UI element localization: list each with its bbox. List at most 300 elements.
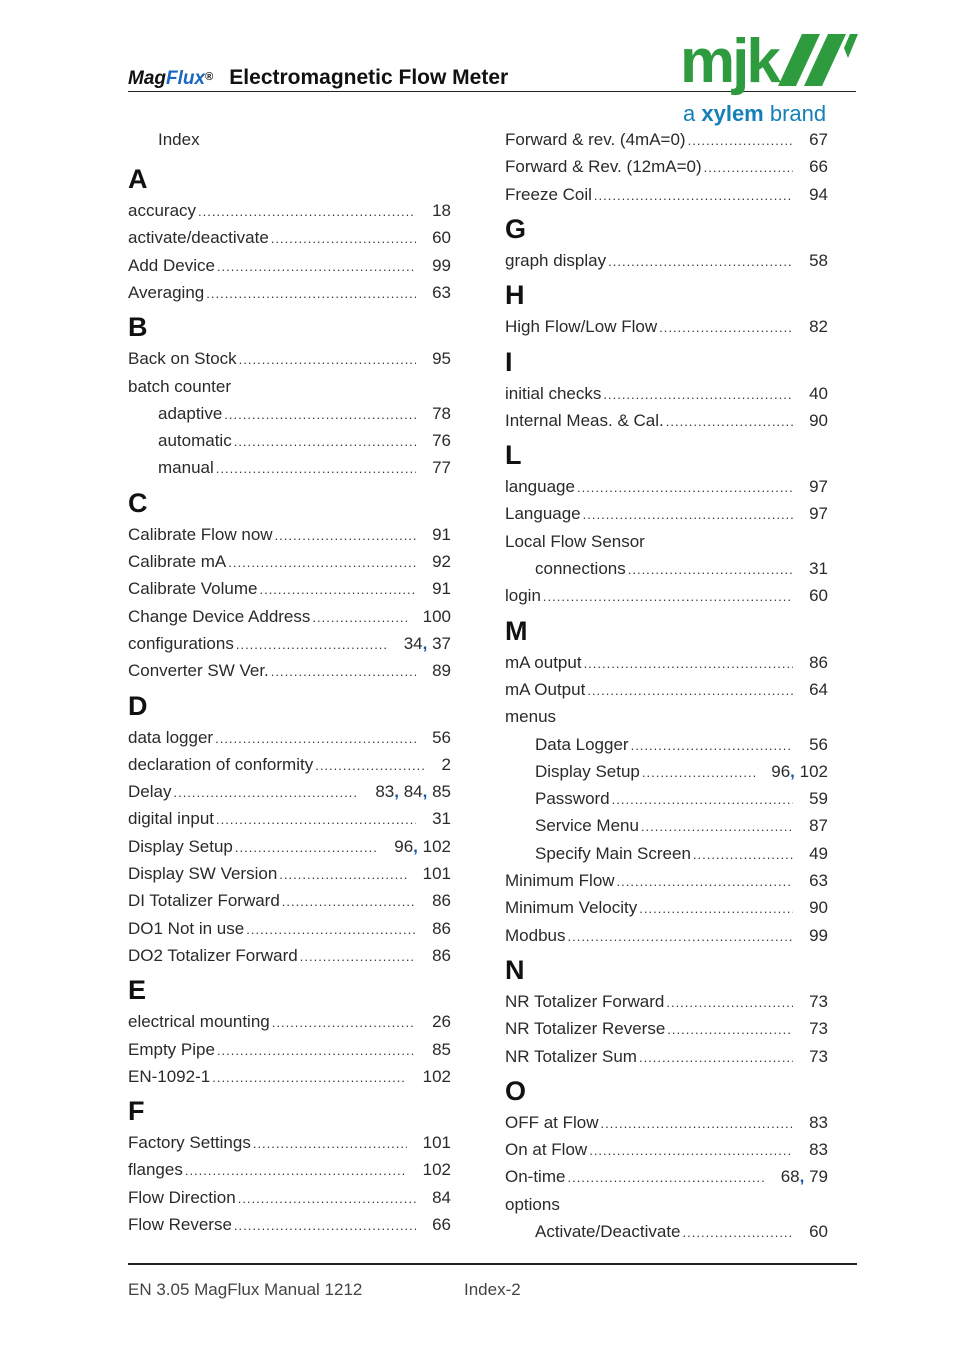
dot-leader (279, 863, 406, 887)
page-references (418, 1213, 451, 1237)
index-term: NR Totalizer Forward (505, 991, 665, 1011)
page-references (418, 1038, 451, 1062)
index-term: Minimum Velocity (505, 898, 638, 918)
index-term: Display Setup (128, 836, 233, 856)
page-number-link[interactable]: 97 (809, 504, 828, 524)
index-entry (128, 1158, 451, 1182)
page-separator: , (799, 1167, 810, 1187)
page-references (795, 382, 828, 406)
page-number-link[interactable]: 102 (422, 1160, 451, 1180)
page-number-link[interactable]: 102 (422, 836, 451, 856)
page-references (418, 523, 451, 547)
index-entry (128, 605, 451, 629)
index-term: Activate/Deactivate (535, 1222, 681, 1241)
index-group-label (505, 1193, 828, 1217)
dot-leader (589, 1139, 793, 1163)
dot-leader (583, 503, 793, 527)
page-references (795, 1111, 828, 1135)
page-number-link[interactable]: 77 (432, 458, 451, 478)
page-number-link[interactable]: 56 (809, 734, 828, 754)
index-entry (128, 753, 451, 777)
xylem-prefix: a (683, 101, 702, 126)
index-entry (128, 226, 451, 250)
dot-leader (628, 558, 793, 582)
index-entry (505, 502, 828, 526)
dot-leader (577, 476, 793, 500)
page-references (795, 1220, 828, 1244)
index-letter-heading: F (128, 1096, 145, 1127)
page-number-link[interactable]: 102 (422, 1066, 451, 1086)
index-term: Flow Reverse (128, 1215, 232, 1234)
index-term: Language (505, 504, 581, 524)
index-term: Freeze Coil (505, 184, 592, 204)
index-entry (505, 1111, 828, 1135)
dot-leader (639, 897, 793, 921)
index-term: flanges (128, 1160, 183, 1180)
page-number-link[interactable]: 90 (809, 898, 828, 918)
index-term: NR Totalizer Reverse (505, 1019, 666, 1039)
dot-leader (271, 660, 416, 684)
index-entry (128, 835, 451, 859)
page-number-link[interactable]: 85 (432, 1039, 451, 1059)
index-term: Delay (128, 782, 172, 802)
index-entry (505, 1017, 828, 1041)
index-term: options (505, 1194, 560, 1214)
page-separator: , (422, 633, 433, 653)
index-term: graph display (505, 250, 607, 270)
dot-leader (642, 761, 755, 785)
dot-leader (631, 734, 794, 758)
page-references (418, 726, 451, 750)
page-references (361, 780, 451, 804)
index-entry (505, 183, 828, 207)
dot-leader (312, 606, 406, 630)
page-references (418, 1186, 451, 1210)
page-references (409, 862, 451, 886)
index-heading: Index (158, 130, 200, 149)
index-entry (505, 896, 828, 920)
index-entry (505, 924, 828, 948)
page-number-link[interactable]: 84 (403, 782, 423, 802)
index-term: declaration of conformity (128, 754, 314, 774)
page-number-link[interactable]: 84 (432, 1187, 451, 1207)
page-references (418, 807, 451, 831)
dot-leader (259, 578, 416, 602)
dot-leader (215, 727, 416, 751)
dot-leader (688, 129, 793, 153)
index-term: Change Device Address (128, 606, 311, 626)
index-term: Add Device (128, 255, 215, 275)
index-letter-heading: E (128, 975, 147, 1006)
page-number-link[interactable]: 96 (394, 836, 414, 856)
index-term: DO1 Not in use (128, 918, 245, 938)
page-number-link[interactable]: 94 (809, 184, 828, 204)
index-entry (158, 429, 451, 453)
index-term: connections (535, 559, 626, 578)
page-references (795, 1138, 828, 1162)
page-references (418, 199, 451, 223)
footer-manual-id: EN 3.05 MagFlux Manual 1212 (128, 1280, 363, 1299)
page-number-link[interactable]: 49 (809, 843, 828, 863)
dot-leader (315, 754, 425, 778)
page-number-link[interactable]: 86 (432, 945, 451, 965)
page-references (795, 249, 828, 273)
index-entry (128, 550, 451, 574)
page-number-link[interactable]: 68 (780, 1167, 800, 1187)
page-references (795, 475, 828, 499)
dot-leader (235, 836, 378, 860)
page-number-link[interactable]: 73 (809, 1019, 828, 1039)
xylem-brand-name: xylem (701, 101, 764, 126)
dot-leader (173, 781, 359, 805)
page-references (380, 835, 451, 859)
dot-leader (246, 918, 416, 942)
index-term: Averaging (128, 282, 205, 302)
index-term: NR Totalizer Sum (505, 1046, 637, 1066)
page-number-link[interactable]: 26 (432, 1012, 451, 1032)
dot-leader (584, 652, 794, 676)
index-entry (505, 1165, 828, 1189)
index-entry (505, 475, 828, 499)
index-term: DO2 Totalizer Forward (128, 945, 298, 965)
index-term: High Flow/Low Flow (505, 317, 658, 337)
index-term: Service Menu (535, 816, 639, 836)
page-references (418, 577, 451, 601)
index-entry (505, 382, 828, 406)
page-number-link[interactable]: 31 (432, 809, 451, 829)
page-number-link[interactable]: 56 (432, 727, 451, 747)
page-references (418, 402, 451, 426)
index-entry (128, 1186, 451, 1210)
index-term: Forward & rev. (4mA=0) (505, 130, 686, 149)
page-references (418, 917, 451, 941)
page-number-link[interactable]: 101 (422, 1133, 451, 1153)
index-group-label (128, 375, 451, 399)
index-entry (128, 944, 451, 968)
index-letter-heading: B (128, 312, 148, 343)
index-entry (128, 780, 451, 804)
index-term: OFF at Flow (505, 1112, 599, 1132)
index-entry (128, 632, 451, 656)
index-term: Display SW Version (128, 864, 278, 883)
dot-leader (587, 679, 793, 703)
index-letter-heading: O (505, 1075, 527, 1106)
page-references (795, 842, 828, 866)
index-term: mA Output (505, 679, 586, 699)
page-number-link[interactable]: 67 (809, 130, 828, 149)
page-number-link[interactable]: 63 (432, 282, 451, 302)
page-references (795, 183, 828, 207)
dot-leader (217, 1039, 416, 1063)
dot-leader (659, 316, 793, 340)
index-entry (128, 807, 451, 831)
dot-leader (239, 348, 416, 372)
index-term: accuracy (128, 201, 197, 220)
index-entry (505, 315, 828, 339)
index-entry (505, 249, 828, 273)
page-number-link[interactable]: 64 (809, 679, 828, 699)
header-title-block (128, 64, 508, 92)
dot-leader (216, 808, 416, 832)
page-number-link[interactable]: 73 (809, 991, 828, 1011)
index-entry (128, 523, 451, 547)
page-references (795, 896, 828, 920)
page-number-link[interactable]: 58 (809, 250, 828, 270)
index-term: login (505, 586, 541, 606)
page-references (795, 502, 828, 526)
index-term: Calibrate Flow now (128, 524, 273, 544)
page-references (409, 1158, 451, 1182)
index-term: Calibrate mA (128, 552, 227, 571)
index-entry (505, 869, 828, 893)
index-entry (128, 726, 451, 750)
page-number-link[interactable]: 73 (809, 1046, 828, 1066)
page-number-link[interactable]: 102 (799, 761, 828, 781)
page-separator: , (394, 782, 404, 802)
page-number-link[interactable]: 86 (432, 918, 451, 938)
index-term: Flow Direction (128, 1187, 236, 1207)
index-letter-heading: N (505, 954, 525, 985)
dot-leader (603, 383, 793, 407)
page-references (795, 787, 828, 811)
page-number-link[interactable]: 100 (422, 606, 451, 626)
page-number-link[interactable]: 18 (432, 201, 451, 220)
page-references (418, 456, 451, 480)
dot-leader (300, 945, 416, 969)
page-references (795, 869, 828, 893)
index-letter-heading: D (128, 690, 148, 721)
dot-leader (198, 200, 416, 224)
xylem-suffix: brand (763, 101, 827, 126)
index-letter-heading: C (128, 487, 148, 518)
dot-leader (217, 255, 416, 279)
index-term: EN-1092-1 (128, 1066, 211, 1086)
xylem-brand-line (683, 100, 826, 128)
dot-leader (282, 890, 416, 914)
index-entry (128, 1010, 451, 1034)
brand-mag-text: Mag (128, 68, 166, 89)
page-number-link[interactable]: 79 (809, 1167, 828, 1187)
dot-leader (693, 843, 793, 867)
index-term: Specify Main Screen (535, 843, 691, 863)
page-number-link[interactable]: 78 (432, 403, 451, 423)
index-term: Back on Stock (128, 349, 237, 369)
page-references (795, 1017, 828, 1041)
dot-leader (212, 1066, 406, 1090)
index-entry (535, 557, 828, 581)
index-entry (505, 1045, 828, 1069)
dot-leader (272, 1011, 416, 1035)
dot-leader (608, 250, 793, 274)
page-references (795, 128, 828, 152)
page-number-link[interactable]: 66 (809, 157, 828, 177)
page-references (418, 429, 451, 453)
page-references (795, 1045, 828, 1069)
index-entry (128, 577, 451, 601)
dot-leader (234, 1214, 416, 1238)
page-references (409, 1065, 451, 1089)
dot-leader (253, 1132, 407, 1156)
page-references (428, 753, 451, 777)
index-entry (505, 409, 828, 433)
page-references (757, 760, 828, 784)
page-number-link[interactable]: 83 (375, 782, 395, 802)
index-entry (128, 1038, 451, 1062)
page-references (795, 315, 828, 339)
page-number-link[interactable]: 91 (432, 524, 451, 544)
index-group-label (505, 530, 828, 554)
page-number-link[interactable]: 66 (432, 1215, 451, 1234)
page-number-link[interactable]: 31 (809, 559, 828, 578)
index-term: Empty Pipe (128, 1039, 215, 1059)
index-entry (128, 1065, 451, 1089)
index-entry (505, 128, 828, 152)
index-entry (128, 1131, 451, 1155)
index-entry (505, 155, 828, 179)
index-term: On at Flow (505, 1140, 588, 1160)
page-number-link[interactable]: 82 (809, 317, 828, 337)
page-number-link[interactable]: 60 (809, 1222, 828, 1241)
page-number-link[interactable]: 97 (809, 477, 828, 497)
page-number-link[interactable]: 86 (809, 652, 828, 672)
page-number-link[interactable]: 63 (809, 871, 828, 890)
page-number-link[interactable]: 92 (432, 552, 451, 571)
page-references (409, 605, 451, 629)
index-entry (128, 917, 451, 941)
dot-leader (601, 1112, 794, 1136)
page-number-link[interactable]: 60 (432, 228, 451, 248)
page-number-link[interactable]: 83 (809, 1112, 828, 1132)
page-separator: , (790, 761, 800, 781)
page-number-link[interactable]: 86 (432, 891, 451, 911)
index-entry (128, 281, 451, 305)
page-number-link[interactable]: 91 (432, 579, 451, 599)
page-number-link[interactable]: 95 (432, 349, 451, 369)
page-number-link[interactable]: 59 (809, 789, 828, 809)
dot-leader (639, 1046, 793, 1070)
index-letter-heading: A (128, 164, 148, 194)
page-references (418, 254, 451, 278)
index-entry (128, 347, 451, 371)
index-entry (505, 1138, 828, 1162)
page-number-link[interactable]: 83 (809, 1140, 828, 1160)
page-references (795, 584, 828, 608)
footer-divider (128, 1263, 857, 1265)
index-term: Minimum Flow (505, 871, 615, 890)
page-number-link[interactable]: 2 (441, 754, 451, 774)
page-number-link[interactable]: 89 (432, 661, 451, 681)
index-entry (535, 842, 828, 866)
index-term: Factory Settings (128, 1133, 251, 1153)
page-references (795, 814, 828, 838)
dot-leader (641, 815, 793, 839)
page-number-link[interactable]: 76 (432, 431, 451, 451)
index-entry (535, 814, 828, 838)
page-references (418, 1010, 451, 1034)
dot-leader (667, 1018, 793, 1042)
index-term: data logger (128, 727, 214, 747)
dot-leader (704, 156, 793, 180)
dot-leader (666, 991, 793, 1015)
page-references (795, 924, 828, 948)
page-number-link[interactable]: 99 (432, 255, 451, 275)
dot-leader (666, 410, 793, 434)
page-references (418, 226, 451, 250)
page-number-link[interactable]: 99 (809, 925, 828, 945)
dot-leader (617, 870, 794, 894)
dot-leader (216, 457, 416, 481)
index-entry (505, 990, 828, 1014)
index-term: Local Flow Sensor (505, 531, 645, 551)
page-number-link[interactable]: 87 (809, 816, 828, 836)
page-references (418, 550, 451, 574)
index-term: On-time (505, 1167, 566, 1187)
index-entry (128, 254, 451, 278)
page-number-link[interactable]: 85 (432, 782, 451, 802)
page-number-link[interactable]: 90 (809, 410, 828, 430)
index-term: activate/deactivate (128, 228, 269, 248)
brand-flux-text: Flux (166, 68, 206, 89)
page-number-link[interactable]: 101 (422, 864, 451, 883)
page-references (795, 678, 828, 702)
dot-leader (238, 1187, 416, 1211)
index-term: automatic (158, 431, 232, 451)
page-references (795, 990, 828, 1014)
page-number-link[interactable]: 37 (432, 633, 451, 653)
index-term: electrical mounting (128, 1012, 270, 1032)
page-number-link[interactable]: 60 (809, 586, 828, 606)
page-references (767, 1165, 828, 1189)
page-references (418, 659, 451, 683)
dot-leader (236, 633, 388, 657)
page-separator: , (413, 836, 423, 856)
dot-leader (206, 282, 416, 306)
page-number-link[interactable]: 34 (403, 633, 423, 653)
index-letter-heading: H (505, 280, 525, 311)
footer-page-number: Index-2 (464, 1280, 521, 1299)
index-term: digital input (128, 809, 215, 829)
page-separator: , (422, 782, 433, 802)
index-term: batch counter (128, 376, 232, 396)
index-term: Password (535, 789, 610, 809)
index-term: Display Setup (535, 761, 640, 781)
dot-leader (594, 184, 793, 208)
dot-leader (567, 925, 793, 949)
brand-registered-mark: ® (205, 71, 214, 83)
index-term: language (505, 477, 575, 497)
page-references (795, 409, 828, 433)
index-term: Data Logger (535, 734, 629, 754)
index-letter-heading: G (505, 213, 527, 244)
page-references (795, 155, 828, 179)
index-term: mA output (505, 652, 582, 672)
index-term: Converter SW Ver. (128, 661, 269, 681)
index-entry (128, 889, 451, 913)
index-term: menus (505, 707, 557, 727)
index-term: DI Totalizer Forward (128, 891, 280, 911)
index-letter-heading: M (505, 615, 528, 646)
page-references (409, 1131, 451, 1155)
index-group-label (505, 705, 828, 729)
dot-leader (567, 1166, 764, 1190)
index-term: Forward & Rev. (12mA=0) (505, 157, 702, 177)
page-references (795, 733, 828, 757)
page-number-link[interactable]: 96 (771, 761, 791, 781)
index-entry (158, 402, 451, 426)
index-term: manual (158, 458, 214, 478)
mjk-logo-text: mjk (680, 30, 778, 96)
page-number-link[interactable]: 40 (809, 383, 828, 403)
